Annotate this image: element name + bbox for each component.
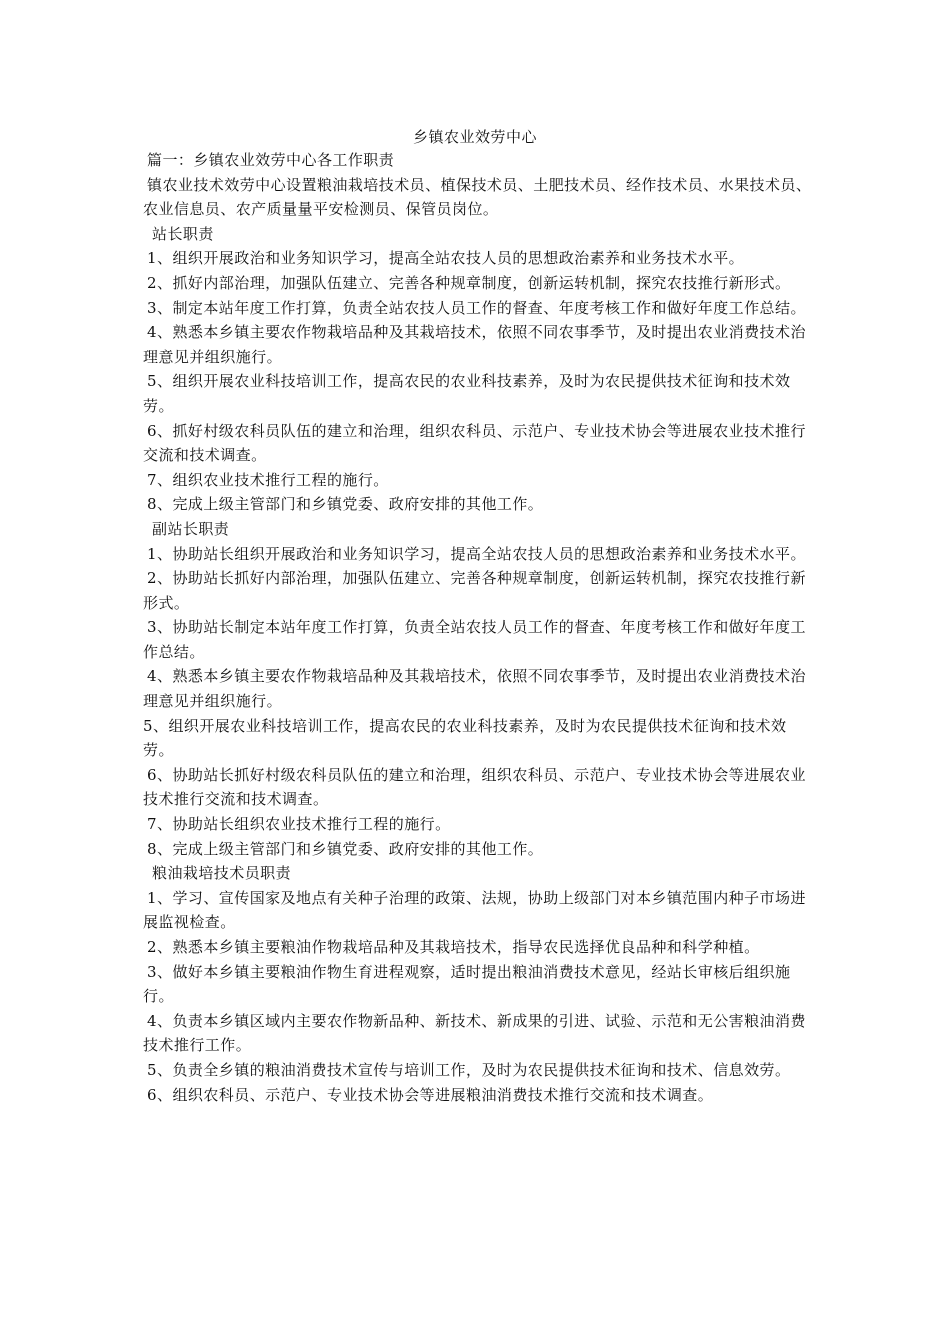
document-body	[143, 148, 813, 1107]
paragraph: 5、组织开展农业科技培训工作，提高农民的农业科技素养，及时为农民提供技术征询和技术效劳。	[143, 372, 791, 415]
paragraph: 4、熟悉本乡镇主要农作物栽培品种及其栽培技术，依照不同农事季节，及时提出农业消费技术治理意见并组织施行。	[143, 323, 806, 366]
section-heading: 站长职责	[152, 224, 214, 243]
paragraph: 1、组织开展政治和业务知识学习，提高全站农技人员的思想政治素养和业务技术水平。	[147, 249, 745, 268]
paragraph: 镇农业技术效劳中心设置粮油栽培技术员、植保技术员、土肥技术员、经作技术员、水果技术员、农业信息员、农产质量量平安检测员、保管员岗位。	[143, 175, 812, 219]
paragraph: 3、协助站长制定本站年度工作打算，负责全站农技人员工作的督查、年度考核工作和做好年度工作总结。	[143, 618, 806, 661]
paragraph: 6、抓好村级农科员队伍的建立和治理，组织农科员、示范户、专业技术协会等进展农业技术推行交流和技术调查。	[143, 421, 806, 465]
paragraph: 8、完成上级主管部门和乡镇党委、政府安排的其他工作。	[147, 839, 544, 858]
paragraph: 2、熟悉本乡镇主要粮油作物栽培品种及其栽培技术，指导农民选择优良品种和科学种植。	[147, 938, 760, 956]
paragraph: 1、学习、宣传国家及地点有关种子治理的政策、法规，协助上级部门对本乡镇范围内种子市场进展监视检查。	[143, 888, 806, 932]
paragraph: 4、负责本乡镇区域内主要农作物新品种、新技术、新成果的引进、试验、示范和无公害粮油消费技术推行工作。	[143, 1011, 806, 1055]
paragraph: 4、熟悉本乡镇主要农作物栽培品种及其栽培技术，依照不同农事季节，及时提出农业消费技术治理意见并组织施行。	[143, 667, 806, 711]
paragraph: 7、组织农业技术推行工程的施行。	[147, 470, 389, 489]
paragraph: 6、组织农科员、示范户、专业技术协会等进展粮油消费技术推行交流和技术调查。	[147, 1085, 714, 1104]
paragraph: 3、制定本站年度工作打算，负责全站农技人员工作的督查、年度考核工作和做好年度工作总结。	[147, 298, 806, 317]
paragraph: 2、抓好内部治理，加强队伍建立、完善各种规章制度，创新运转机制，探究农技推行新形式。	[147, 273, 791, 292]
paragraph: 3、做好本乡镇主要粮油作物生育进程观察，适时提出粮油消费技术意见，经站长审核后组织施行。	[143, 962, 791, 1006]
paragraph: 7、协助站长组织农业技术推行工程的施行。	[147, 815, 451, 834]
paragraph: 5、负责全乡镇的粮油消费技术宣传与培训工作，及时为农民提供技术征询和技术、信息效劳。	[147, 1060, 791, 1079]
document-title: 乡镇农业效劳中心	[412, 128, 537, 146]
paragraph: 8、完成上级主管部门和乡镇党委、政府安排的其他工作。	[147, 495, 544, 514]
paragraph: 篇一：乡镇农业效劳中心各工作职责	[147, 151, 395, 169]
section-heading: 副站长职责	[152, 519, 230, 538]
paragraph: 6、协助站长抓好村级农科员队伍的建立和治理，组织农科员、示范户、专业技术协会等进展农业技术推行交流和技术调查。	[143, 765, 806, 809]
section-heading: 粮油栽培技术员职责	[152, 864, 292, 883]
paragraph: 5、组织开展农业科技培训工作，提高农民的农业科技素养，及时为农民提供技术征询和技术效劳。	[143, 716, 787, 760]
paragraph: 2、协助站长抓好内部治理，加强队伍建立、完善各种规章制度，创新运转机制，探究农技推行新形式。	[143, 569, 806, 612]
paragraph: 1、协助站长组织开展政治和业务知识学习，提高全站农技人员的思想政治素养和业务技术水平。	[147, 544, 806, 563]
